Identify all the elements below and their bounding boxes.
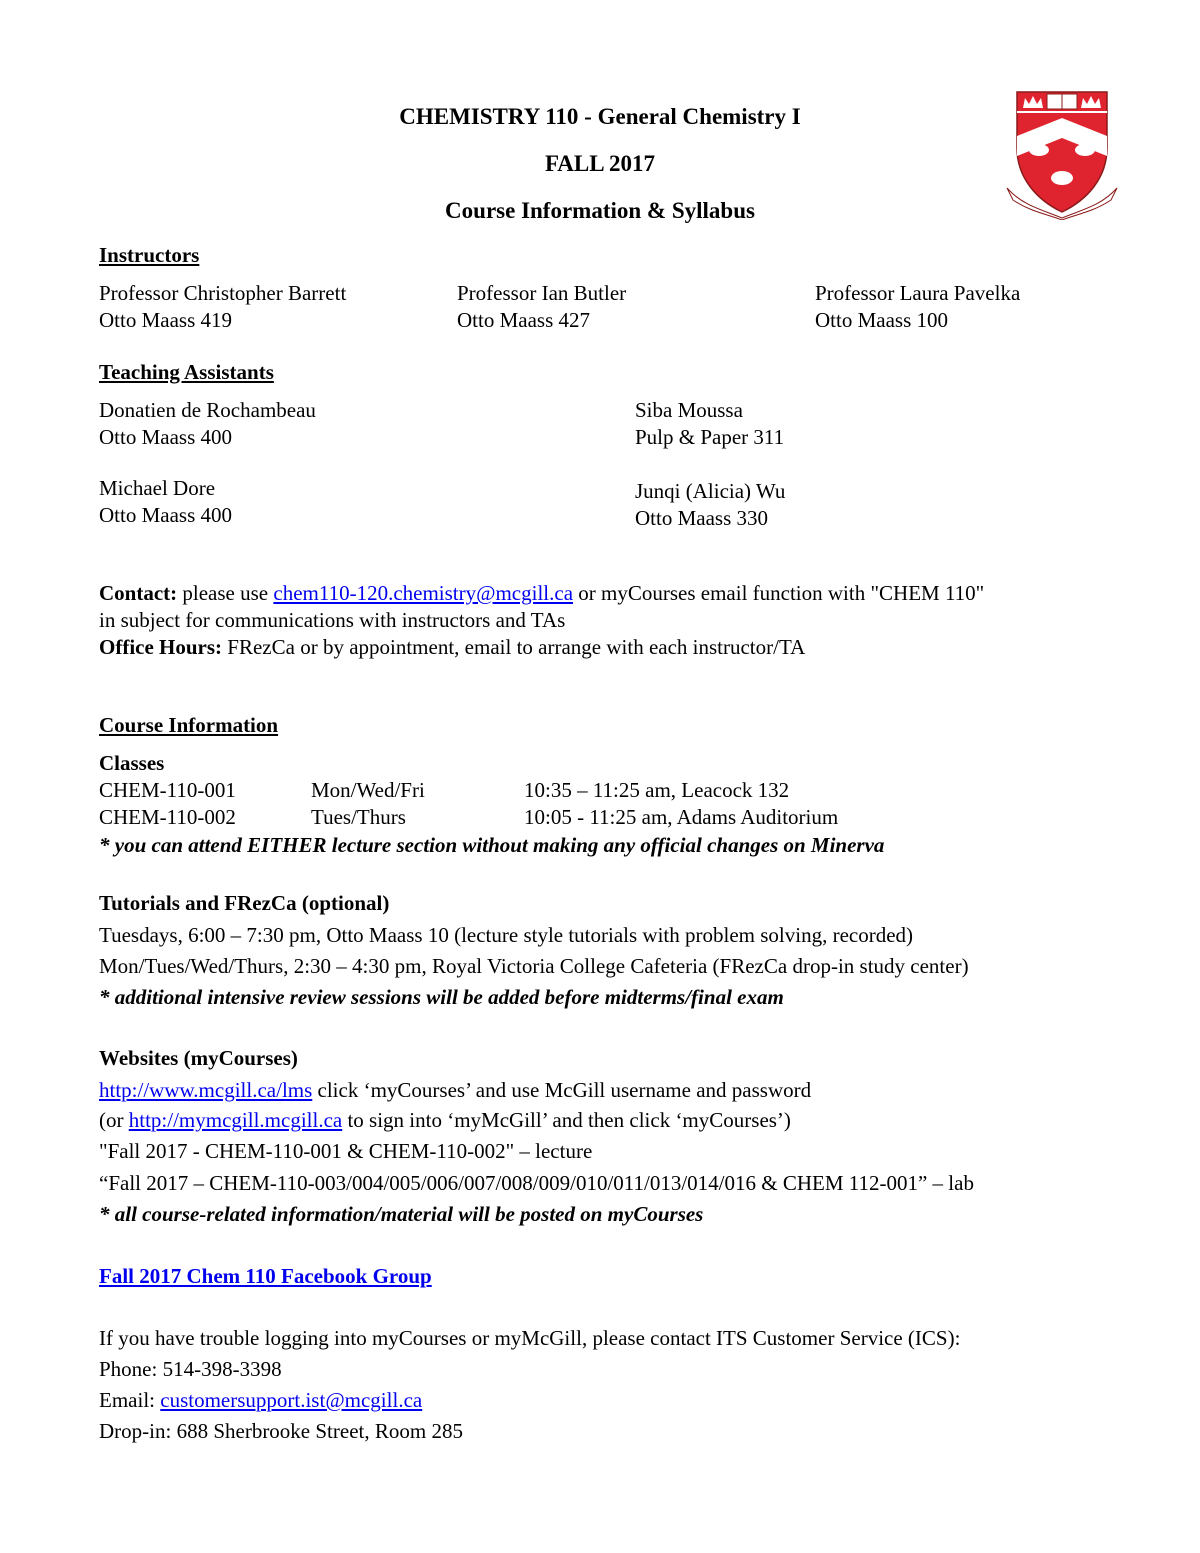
contact-line-2: in subject for communications with instructors and TAs	[99, 608, 566, 632]
class-time: 10:05 - 11:25 am, Adams Auditorium	[524, 805, 839, 829]
term-title: FALL 2017	[544, 151, 656, 176]
subtitle: Course Information & Syllabus	[445, 198, 755, 223]
office-hours-label: Office Hours:	[99, 635, 223, 659]
ta-office: Otto Maass 400	[99, 425, 232, 449]
classes-note: * you can attend EITHER lecture section without making any official changes on Minerva	[99, 833, 885, 857]
website-line-2-text: to sign into ‘myMcGill’ and then click ‘myCourses’)	[342, 1108, 791, 1132]
contact-email-link[interactable]: chem110-120.chemistry@mcgill.ca	[273, 581, 574, 605]
course-info-heading: Course Information	[99, 713, 279, 737]
mymcgill-link[interactable]: http://mymcgill.mcgill.ca	[128, 1108, 343, 1132]
website-line-2	[99, 1110, 791, 1131]
website-line-4: “Fall 2017 – CHEM-110-003/004/005/006/007/008/009/010/011/013/014/016 & CHEM 112-001” – lab	[99, 1171, 974, 1195]
class-days: Tues/Thurs	[311, 805, 406, 829]
instructor-office: Otto Maass 100	[815, 308, 948, 332]
office-hours-text: FRezCa or by appointment, email to arrange with each instructor/TA	[227, 635, 806, 659]
ta-name: Michael Dore	[99, 476, 216, 500]
support-line: If you have trouble logging into myCourses or myMcGill, please contact ITS Customer Service (ICS):	[99, 1326, 961, 1350]
website-line-2-pre: (or	[99, 1108, 129, 1132]
support-email-line	[99, 1390, 422, 1411]
class-days: Mon/Wed/Fri	[311, 778, 425, 802]
website-line-1-text: click ‘myCourses’ and use McGill username and password	[312, 1078, 812, 1102]
instructor-office: Otto Maass 427	[457, 308, 590, 332]
tutorials-line: Tuesdays, 6:00 – 7:30 pm, Otto Maass 10 (lecture style tutorials with problem solving, recorded)	[99, 923, 914, 947]
websites-note: * all course-related information/material will be posted on myCourses	[99, 1202, 704, 1226]
page-title: CHEMISTRY 110 - General Chemistry I	[399, 104, 801, 129]
instructors-heading: Instructors	[99, 243, 200, 267]
instructor-name: Professor Ian Butler	[457, 281, 627, 305]
website-line-1	[99, 1080, 811, 1101]
support-phone: Phone: 514-398-3398	[99, 1357, 282, 1381]
tutorials-heading: Tutorials and FRezCa (optional)	[99, 891, 390, 915]
ta-name: Junqi (Alicia) Wu	[635, 479, 786, 503]
instructor-office: Otto Maass 419	[99, 308, 232, 332]
ta-office: Otto Maass 400	[99, 503, 232, 527]
contact-post: or myCourses email function with "CHEM 110"	[578, 581, 985, 605]
support-dropin: Drop-in: 688 Sherbrooke Street, Room 285	[99, 1419, 463, 1443]
support-email-link[interactable]: customersupport.ist@mcgill.ca	[160, 1388, 423, 1412]
office-hours-line	[99, 637, 805, 658]
ta-name: Donatien de Rochambeau	[99, 398, 316, 422]
support-email-label: Email:	[99, 1388, 161, 1412]
mcgill-crest-icon	[1003, 78, 1121, 220]
lms-link[interactable]: http://www.mcgill.ca/lms	[99, 1078, 313, 1102]
tutorials-note: * additional intensive review sessions will be added before midterms/final exam	[99, 985, 784, 1009]
ta-name: Siba Moussa	[635, 398, 743, 422]
contact-label: Contact:	[99, 581, 178, 605]
contact-pre: please use	[182, 581, 269, 605]
frezca-line: Mon/Tues/Wed/Thurs, 2:30 – 4:30 pm, Royal Victoria College Cafeteria (FRezCa drop-in study center)	[99, 954, 969, 978]
facebook-group-link[interactable]: Fall 2017 Chem 110 Facebook Group	[99, 1264, 432, 1288]
class-section: CHEM-110-002	[99, 805, 236, 829]
instructor-name: Professor Laura Pavelka	[815, 281, 1021, 305]
class-section: CHEM-110-001	[99, 778, 236, 802]
instructor-name: Professor Christopher Barrett	[99, 281, 347, 305]
contact-line	[99, 583, 984, 604]
classes-heading: Classes	[99, 751, 165, 775]
tas-heading: Teaching Assistants	[99, 360, 274, 384]
ta-office: Otto Maass 330	[635, 506, 768, 530]
ta-office: Pulp & Paper 311	[635, 425, 785, 449]
website-line-3: "Fall 2017 - CHEM-110-001 & CHEM-110-002" – lecture	[99, 1139, 593, 1163]
class-time: 10:35 – 11:25 am, Leacock 132	[524, 778, 790, 802]
websites-heading: Websites (myCourses)	[99, 1046, 298, 1070]
